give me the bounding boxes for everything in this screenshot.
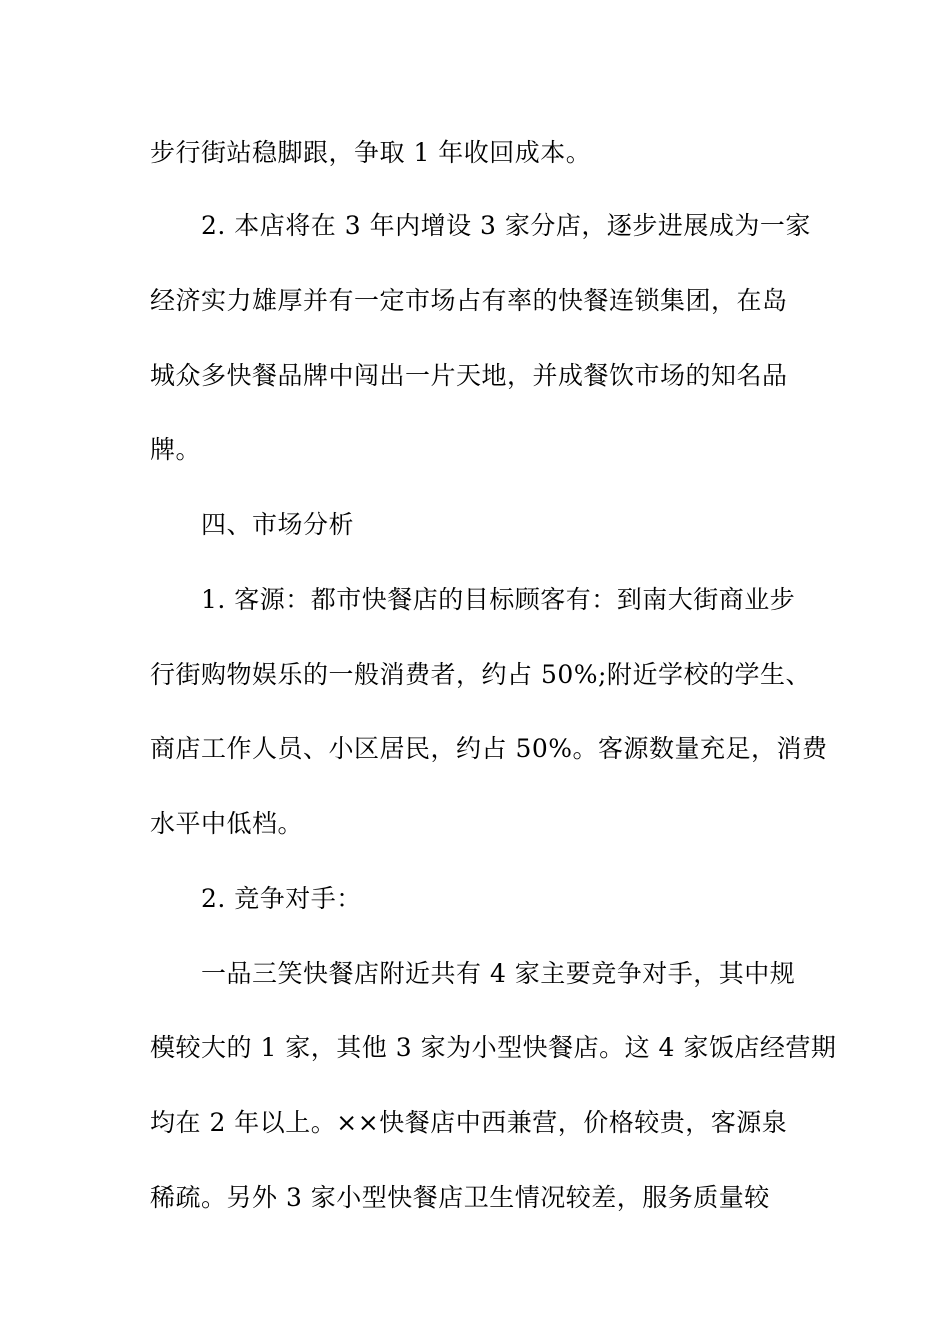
text-line: 城众多快餐品牌中闯出一片天地，并成餐饮市场的知名品 (150, 361, 788, 390)
text-line: 行街购物娱乐的一般消费者，约占 50%;附近学校的学生、 (150, 660, 811, 689)
text-line: 经济实力雄厚并有一定市场占有率的快餐连锁集团，在岛 (150, 286, 788, 315)
text-line: 2. 竞争对手： (201, 884, 362, 913)
text-line: 牌。 (150, 435, 202, 464)
text-line: 1. 客源：都市快餐店的目标顾客有：到南大街商业步 (201, 585, 796, 614)
text-line: 模较大的 1 家，其他 3 家为小型快餐店。这 4 家饭店经营期 (150, 1033, 837, 1062)
text-line: 商店工作人员、小区居民，约占 50%。客源数量充足，消费 (150, 734, 828, 763)
text-line: 2. 本店将在 3 年内增设 3 家分店，逐步进展成为一家 (201, 211, 811, 240)
text-line: 水平中低档。 (150, 809, 304, 838)
text-line: 步行街站稳脚跟，争取 1 年收回成本。 (150, 138, 592, 167)
section-heading: 四、市场分析 (201, 510, 355, 539)
text-line: 均在 2 年以上。××快餐店中西兼营，价格较贵，客源泉 (150, 1108, 788, 1137)
text-line: 一品三笑快餐店附近共有 4 家主要竞争对手，其中规 (201, 959, 796, 988)
text-line: 稀疏。另外 3 家小型快餐店卫生情况较差，服务质量较 (150, 1183, 770, 1212)
